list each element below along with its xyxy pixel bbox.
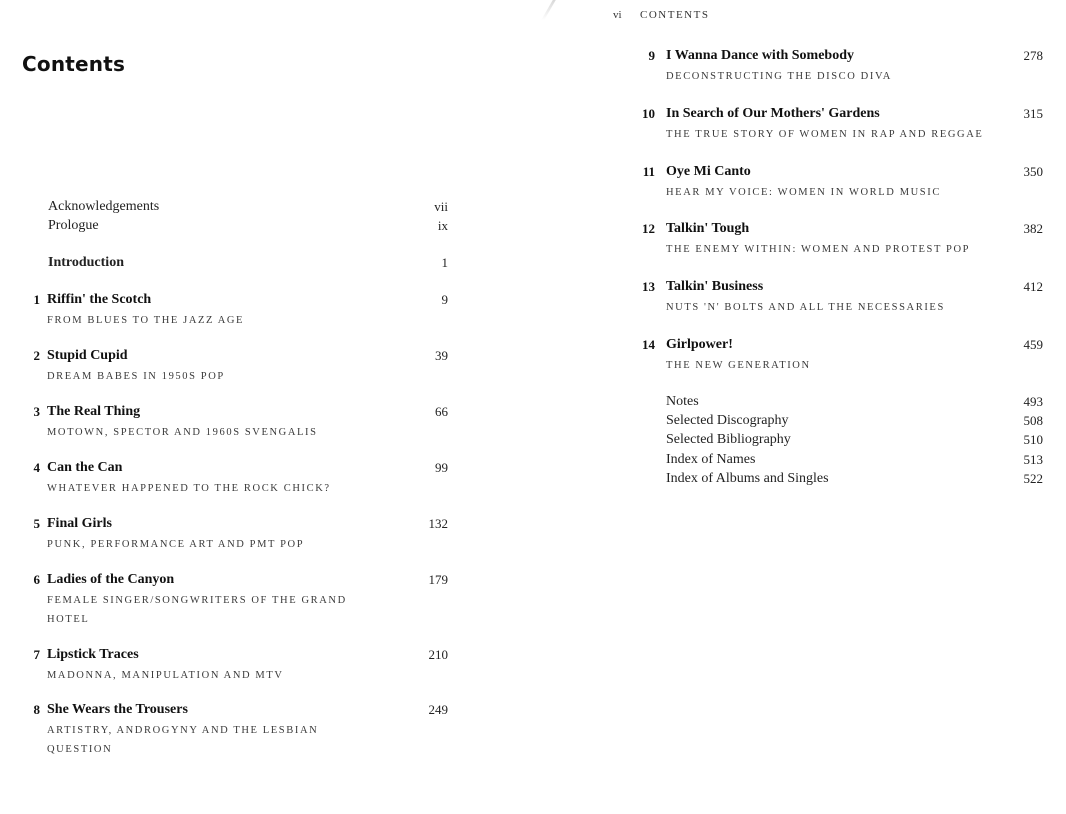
chapter-title: Girlpower!	[666, 337, 733, 352]
chapter-subtitle: THE ENEMY WITHIN: WOMEN AND PROTEST POP	[666, 244, 971, 255]
running-head-title: CONTENTS	[640, 9, 710, 21]
chapter-title: Stupid Cupid	[47, 348, 128, 363]
back-matter-item[interactable]	[666, 394, 1043, 410]
back-matter-item[interactable]	[666, 452, 1043, 468]
page-number: 510	[1023, 432, 1043, 447]
page-number: 99	[435, 460, 448, 475]
chapter-number: 12	[642, 221, 655, 236]
front-matter-item[interactable]	[48, 218, 448, 234]
folio: vi	[613, 9, 622, 21]
page-number: 9	[441, 292, 448, 307]
page-number: 132	[428, 516, 448, 531]
page-number: 179	[428, 572, 448, 587]
chapter-subtitle: HEAR MY VOICE: WOMEN IN WORLD MUSIC	[666, 187, 941, 198]
page-number: 412	[1023, 279, 1043, 294]
chapter-number: 1	[33, 292, 40, 307]
chapter-title: Ladies of the Canyon	[47, 572, 175, 587]
page-number: vii	[434, 199, 448, 214]
gutter-shadow	[541, 0, 556, 20]
back-matter-item[interactable]	[666, 471, 1043, 487]
page-number: 249	[428, 702, 448, 717]
back-matter-label: Notes	[666, 394, 699, 409]
chapter-subtitle: MADONNA, MANIPULATION AND MTV	[47, 670, 284, 681]
chapter-subtitle: THE TRUE STORY OF WOMEN IN RAP AND REGGAE	[666, 129, 984, 140]
chapter-subtitle: DREAM BABES IN 1950S POP	[47, 371, 225, 382]
chapter-subtitle: WHATEVER HAPPENED TO THE ROCK CHICK?	[47, 483, 331, 494]
page-number: ix	[437, 218, 448, 233]
front-matter-item[interactable]	[48, 255, 448, 271]
chapter-number: 11	[642, 164, 655, 179]
front-matter-item[interactable]	[48, 199, 448, 215]
chapter-subtitle: THE NEW GENERATION	[666, 360, 811, 371]
back-matter-label: Index of Albums and Singles	[666, 471, 829, 486]
chapter-title: She Wears the Trousers	[47, 702, 188, 717]
page-number: 522	[1023, 471, 1043, 486]
back-matter-item[interactable]	[666, 432, 1043, 448]
chapter-title: Final Girls	[47, 516, 112, 531]
chapter-number: 3	[33, 404, 40, 419]
chapter-title: Oye Mi Canto	[666, 164, 751, 179]
chapter-number: 7	[33, 647, 40, 662]
chapter-title: Riffin' the Scotch	[47, 292, 152, 307]
front-matter-label: Prologue	[48, 218, 99, 233]
chapter-title: Can the Can	[47, 460, 123, 475]
page-number: 1	[441, 255, 448, 270]
chapter-title: Talkin' Business	[666, 279, 764, 294]
back-matter-label: Selected Discography	[666, 413, 789, 428]
chapter-subtitle: PUNK, PERFORMANCE ART AND PMT POP	[47, 539, 305, 550]
page-number: 315	[1023, 106, 1043, 121]
page-title: Contents	[22, 52, 126, 76]
chapter-number: 4	[33, 460, 40, 475]
front-matter-label: Introduction	[48, 255, 124, 270]
chapter-title: Lipstick Traces	[47, 647, 139, 662]
chapter-number: 9	[648, 48, 655, 63]
chapter-number: 14	[642, 337, 655, 352]
chapter-subtitle: NUTS 'N' BOLTS AND ALL THE NECESSARIES	[666, 302, 945, 313]
back-matter-item[interactable]	[666, 413, 1043, 429]
page-number: 39	[435, 348, 448, 363]
page-number: 459	[1023, 337, 1043, 352]
right-page	[533, 0, 1066, 814]
chapter-number: 8	[33, 702, 40, 717]
front-matter-label: Acknowledgements	[48, 199, 160, 214]
chapter-subtitle: FEMALE SINGER/SONGWRITERS OF THE GRAND HOTEL	[47, 595, 347, 625]
chapter-subtitle: MOTOWN, SPECTOR AND 1960S SVENGALIS	[47, 427, 318, 438]
page-number: 493	[1023, 394, 1043, 409]
page-number: 350	[1023, 164, 1043, 179]
chapter-number: 2	[33, 348, 40, 363]
chapter-title: I Wanna Dance with Somebody	[666, 48, 855, 63]
chapter-number: 10	[642, 106, 655, 121]
left-page	[0, 0, 530, 814]
chapter-number: 5	[33, 516, 40, 531]
chapter-title: The Real Thing	[47, 404, 141, 419]
chapter-title: Talkin' Tough	[666, 221, 750, 236]
page-number: 278	[1023, 48, 1043, 63]
back-matter-label: Index of Names	[666, 452, 756, 467]
chapter-subtitle: FROM BLUES TO THE JAZZ AGE	[47, 315, 245, 326]
page-number: 210	[428, 647, 448, 662]
page-number: 508	[1023, 413, 1043, 428]
chapter-subtitle: ARTISTRY, ANDROGYNY AND THE LESBIAN QUESTION	[47, 725, 319, 755]
page-number: 66	[435, 404, 448, 419]
chapter-number: 13	[642, 279, 655, 294]
chapter-number: 6	[33, 572, 40, 587]
back-matter-label: Selected Bibliography	[666, 432, 791, 447]
page-number: 513	[1023, 452, 1043, 467]
chapter-subtitle: DECONSTRUCTING THE DISCO DIVA	[666, 71, 892, 82]
chapter-title: In Search of Our Mothers' Gardens	[666, 106, 880, 121]
page-number: 382	[1023, 221, 1043, 236]
